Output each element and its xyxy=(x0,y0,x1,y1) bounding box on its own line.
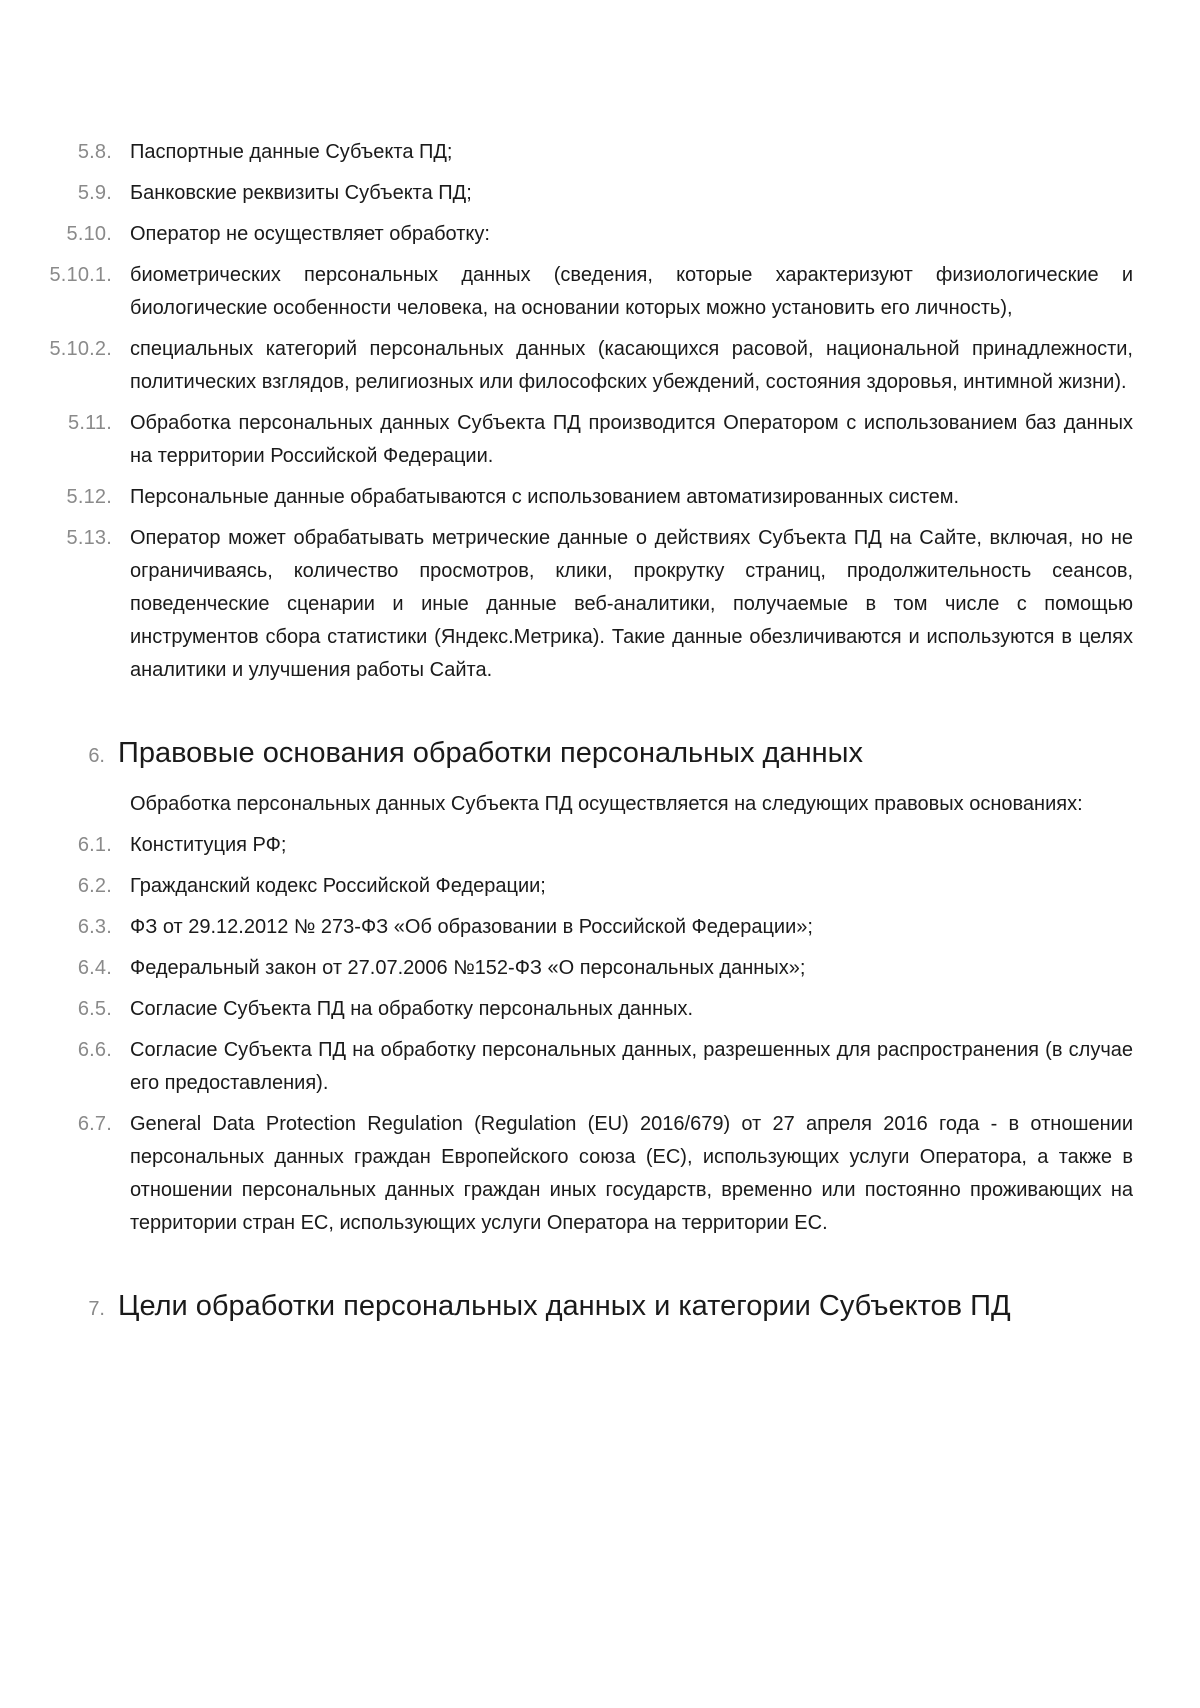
item-6-1 xyxy=(0,829,1200,862)
item-number: 5.8. xyxy=(77,141,112,163)
item-number: 5.11. xyxy=(68,412,112,434)
item-number: 6.5. xyxy=(77,998,112,1020)
item-text: Федеральный закон от 27.07.2006 №152-ФЗ «О персональных данных»; xyxy=(130,957,806,979)
item-5-10-1 xyxy=(0,259,1200,325)
item-6-2 xyxy=(0,870,1200,903)
item-5-10-2 xyxy=(0,333,1200,399)
item-text: специальных категорий персональных данных (касающихся расовой, национальной принадлежности, политических взглядов, религиозных или философских убеждений, состояния здоровья, интимной жизни). xyxy=(130,338,1133,393)
heading-number: 7. xyxy=(88,1298,105,1320)
item-text: Паспортные данные Субъекта ПД; xyxy=(130,141,453,163)
item-6-4 xyxy=(0,952,1200,985)
item-number: 6.6. xyxy=(77,1039,112,1061)
item-5-11 xyxy=(0,407,1200,473)
item-number: 5.10.2. xyxy=(49,338,112,360)
heading-title: Цели обработки персональных данных и категории Субъектов ПД xyxy=(118,1290,1011,1322)
section-7-heading xyxy=(0,1284,1200,1329)
item-text: Согласие Субъекта ПД на обработку персональных данных. xyxy=(130,998,694,1020)
item-text: Согласие Субъекта ПД на обработку персональных данных, разрешенных для распространения (в случае его предоставления). xyxy=(130,1039,1133,1094)
item-5-8 xyxy=(0,136,1200,169)
item-number: 6.4. xyxy=(77,957,112,979)
item-number: 6.1. xyxy=(77,834,112,856)
item-number: 5.13. xyxy=(66,527,112,549)
item-text: Оператор может обрабатывать метрические данные о действиях Субъекта ПД на Сайте, включая, но не ограничиваясь, количество просмотров, клики, прокрутку страниц, продолжительность сеансов, поведенческие сценарии и иные данные веб-аналитики, получаемые в том числе с помощью инструментов сбора статистики (Яндекс.Метрика). Такие данные обезличиваются и используются в целях аналитики и улучшения работы Сайта. xyxy=(130,527,1133,681)
item-text: Персональные данные обрабатываются с использованием автоматизированных систем. xyxy=(130,486,960,508)
item-6-7 xyxy=(0,1108,1200,1240)
item-text: ФЗ от 29.12.2012 № 273-ФЗ «Об образовании в Российской Федерации»; xyxy=(130,916,813,938)
section-6-intro: Обработка персональных данных Субъекта ПД осуществляется на следующих правовых основаниях: xyxy=(130,793,1083,815)
item-number: 6.2. xyxy=(77,875,112,897)
item-number: 5.9. xyxy=(77,182,112,204)
item-5-13 xyxy=(0,522,1200,687)
item-text: Банковские реквизиты Субъекта ПД; xyxy=(130,182,472,204)
item-text: Конституция РФ; xyxy=(130,834,287,856)
section-6-heading xyxy=(0,731,1200,776)
item-text: General Data Protection Regulation (Regulation (EU) 2016/679) от 27 апреля 2016 года - в отношении персональных данных граждан Европейского союза (ЕС), использующих услуги Оператора, а также в отношении персональных данных граждан иных государств, временно или постоянно проживающих на территории стран ЕС, использующих услуги Оператора на территории ЕС. xyxy=(130,1113,1133,1234)
item-5-10 xyxy=(0,218,1200,251)
item-text: биометрических персональных данных (сведения, которые характеризуют физиологические и биологические особенности человека, на основании которых можно установить его личность), xyxy=(130,264,1133,319)
item-text: Оператор не осуществляет обработку: xyxy=(130,223,490,245)
item-number: 6.7. xyxy=(77,1113,112,1135)
item-number: 6.3. xyxy=(77,916,112,938)
item-5-9 xyxy=(0,177,1200,210)
heading-title: Правовые основания обработки персональных данных xyxy=(118,737,863,769)
item-6-6 xyxy=(0,1034,1200,1100)
item-number: 5.10. xyxy=(66,223,112,245)
item-6-3 xyxy=(0,911,1200,944)
item-text: Обработка персональных данных Субъекта ПД производится Оператором с использованием баз данных на территории Российской Федерации. xyxy=(130,412,1133,467)
item-number: 5.12. xyxy=(66,486,112,508)
item-text: Гражданский кодекс Российской Федерации; xyxy=(130,875,546,897)
item-5-12 xyxy=(0,481,1200,514)
item-6-5 xyxy=(0,993,1200,1026)
item-number: 5.10.1. xyxy=(49,264,112,286)
heading-number: 6. xyxy=(88,745,105,767)
